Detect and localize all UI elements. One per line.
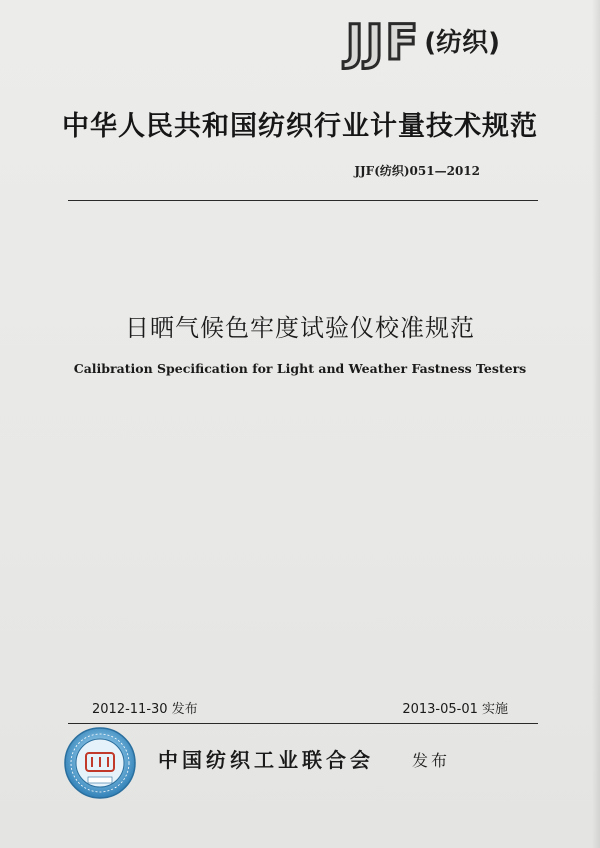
document-title-chinese: 日晒气候色牢度试验仪校准规范 xyxy=(125,314,475,342)
certification-seal-icon xyxy=(62,725,138,801)
publisher-name: 中国纺织工业联合会 xyxy=(158,748,374,772)
issue-date: 2012-11-30 发布 xyxy=(92,702,198,717)
standard-number: JJF(纺织)051—2012 xyxy=(354,164,480,178)
jjf-logo xyxy=(345,15,500,71)
top-divider xyxy=(68,200,538,201)
document-title-english: Calibration Specification for Light and Weather Fastness Testers xyxy=(73,361,527,376)
publisher-suffix: 发布 xyxy=(412,751,451,770)
bottom-divider xyxy=(68,723,538,724)
jjf-logo-subtitle: (纺织) xyxy=(424,28,500,58)
series-title: 中华人民共和国纺织行业计量技术规范 xyxy=(62,111,538,142)
implementation-date: 2013-05-01 实施 xyxy=(402,702,508,717)
jjf-logo-text: JJF xyxy=(345,15,421,71)
